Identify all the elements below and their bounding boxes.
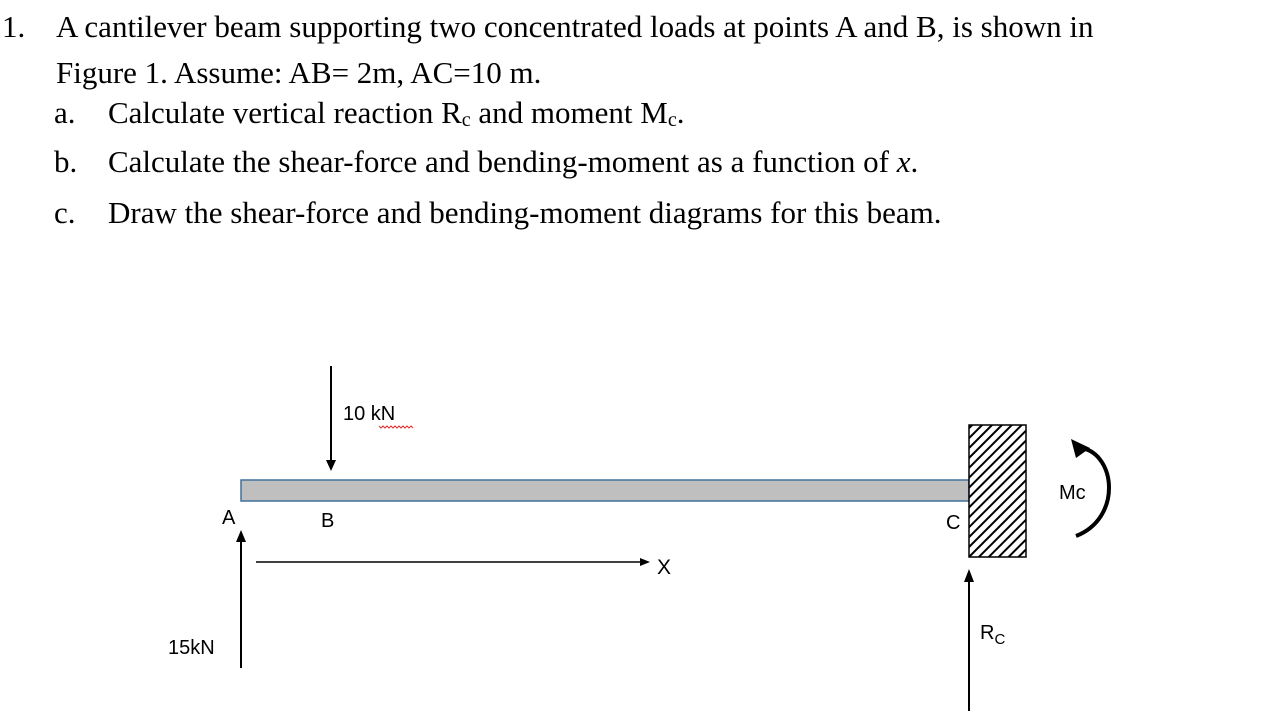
part-b-letter: b.: [54, 144, 78, 179]
beam: [241, 480, 969, 501]
reaction-label-sub: C: [994, 631, 1006, 648]
part-c-text: Draw the shear-force and bending-moment diagrams for this beam.: [108, 195, 942, 230]
x-axis-arrow: [256, 558, 650, 566]
question-number: 1.: [2, 9, 26, 44]
load-b-label-squiggle: [379, 426, 413, 428]
load-arrow-a: [236, 530, 246, 668]
load-arrow-b: [326, 366, 336, 471]
reaction-label: [980, 622, 1005, 648]
part-a-mid: and moment M: [470, 95, 668, 130]
reaction-arrow-c: [964, 569, 974, 711]
part-a-letter: a.: [54, 95, 76, 130]
fixed-support-wall: [969, 425, 1026, 557]
part-b-variable: x: [896, 144, 911, 179]
point-a-label: A: [222, 507, 236, 529]
point-b-label: B: [321, 510, 335, 532]
part-a-post: .: [676, 95, 685, 130]
part-a-pre: Calculate vertical reaction R: [108, 95, 462, 130]
point-c-label: C: [946, 512, 961, 534]
reaction-label-main: R: [980, 622, 995, 644]
part-b-pre: Calculate the shear-force and bending-moment as a function of: [108, 144, 897, 179]
question-line-2: Figure 1. Assume: AB= 2m, AC=10 m.: [56, 55, 542, 90]
load-a-label: 15kN: [168, 637, 215, 659]
part-a-sub-mc: c: [667, 109, 677, 131]
part-c-letter: c.: [54, 195, 76, 230]
x-axis-label: X: [657, 556, 672, 579]
part-a-sub-rc: c: [461, 109, 471, 131]
question-line-1: A cantilever beam supporting two concentrated loads at points A and B, is shown in: [56, 9, 1094, 44]
moment-label: Mc: [1059, 482, 1086, 504]
load-b-label: 10 kN: [343, 403, 396, 425]
part-b-post: .: [910, 144, 919, 179]
